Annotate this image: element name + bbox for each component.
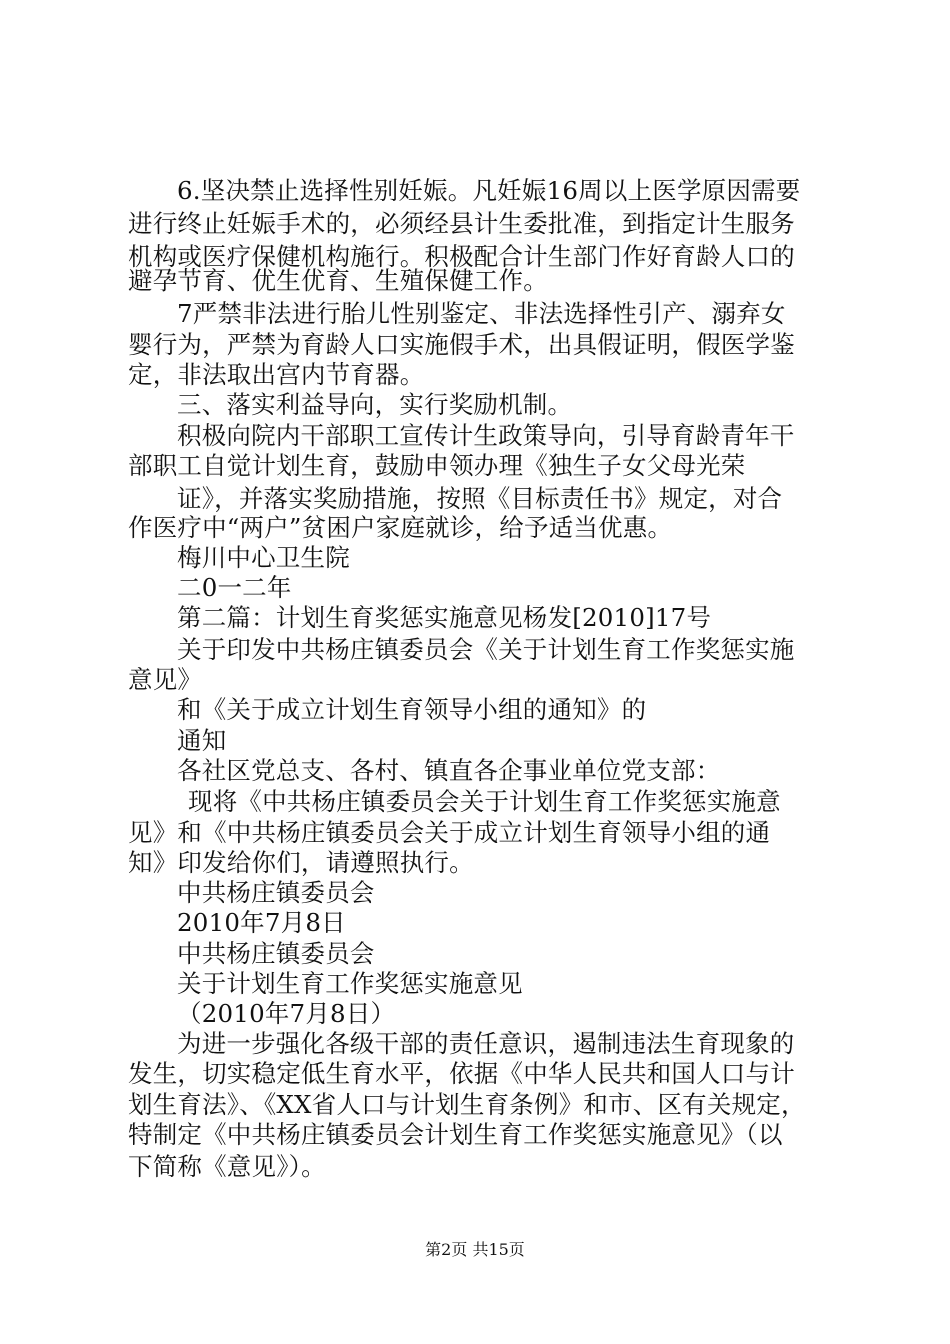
line-text: 进行终止妊娠手术的，必须经县计生委批准，到指定计生服务 [128,209,795,238]
line-text: 避孕节育、优生优育、生殖保健工作。 [128,266,548,295]
text-line [0,1150,950,1184]
text-line [0,785,950,819]
line-text: 积极向院内干部职工宣传计生政策导向，引导育龄青年干 [177,421,795,450]
text-line [0,846,950,880]
line-text: 三、落实利益导向，实行奖励机制。 [177,390,573,419]
text-line [0,388,950,422]
line-text: 见》和《中共杨庄镇委员会关于成立计划生育领导小组的通 [128,818,771,847]
text-line [0,633,950,667]
text-line [0,511,950,545]
line-text: 婴行为，严禁为育龄人口实施假手术，出具假证明，假医学鉴 [128,330,795,359]
line-text: 各社区党总支、各村、镇直各企事业单位党支部： [177,756,721,785]
text-line [0,816,950,850]
text-line [0,328,950,362]
text-line [0,1027,950,1061]
line-text: 梅川中心卫生院 [177,543,350,572]
line-text: 中共杨庄镇委员会 [177,939,375,968]
text-line [0,207,950,241]
line-text: 下简称《意见》）。 [128,1152,326,1181]
text-line [0,1088,950,1122]
line-text: 作医疗中“两户”贫困户家庭就诊，给予适当优惠。 [128,513,673,542]
text-line [0,1057,950,1091]
line-text: 现将《中共杨庄镇委员会关于计划生育工作奖惩实施意 [188,787,781,816]
text-line [0,1118,950,1152]
line-text: 关于计划生育工作奖惩实施意见 [177,969,523,998]
text-line [0,541,950,575]
text-line [0,906,950,940]
line-text: 关于印发中共杨庄镇委员会《关于计划生育工作奖惩实施 [177,635,795,664]
page-footer: 第2页 共15页 [425,1240,525,1259]
line-text: 发生，切实稳定低生育水平，依据《中华人民共和国人口与计 [128,1059,795,1088]
line-text: 机构或医疗保健机构施行。积极配合计生部门作好育龄人口的 [128,242,795,271]
line-text: 划生育法》、《XX省人口与计划生育条例》和市、区有关规定， [128,1090,806,1119]
line-text: 定，非法取出宫内节育器。 [128,360,425,389]
text-line [0,937,950,971]
text-line [0,693,950,727]
text-line [0,571,950,605]
line-text: 知》印发给你们，请遵照执行。 [128,848,474,877]
line-text: 特制定《中共杨庄镇委员会计划生育工作奖惩实施意见》（以 [128,1120,783,1149]
text-line [0,724,950,758]
text-line [0,419,950,453]
text-line [0,601,950,635]
line-text: 为进一步强化各级干部的责任意识，遏制违法生育现象的 [177,1029,795,1058]
line-text: （2010年7月8日） [177,999,396,1028]
text-line [0,876,950,910]
line-text: 第二篇：计划生育奖惩实施意见杨发[2010]17号 [177,603,712,632]
text-line [0,264,950,298]
text-line [0,663,950,697]
line-text: 二0一二年 [177,573,292,602]
text-line [0,449,950,483]
line-text: 通知 [177,726,227,755]
text-line [0,754,950,788]
line-text: 证》，并落实奖励措施，按照《目标责任书》规定，对合 [177,484,783,513]
line-text: 7严禁非法进行胎儿性别鉴定、非法选择性引产、溺弃女 [177,299,786,328]
line-text: 中共杨庄镇委员会 [177,878,375,907]
line-text: 意见》 [128,665,203,694]
text-line [0,174,950,208]
text-line [0,297,950,331]
text-line [0,967,950,1001]
text-line [0,358,950,392]
line-text: 6.坚决禁止选择性别妊娠。凡妊娠16周以上医学原因需要 [177,176,801,205]
line-text: 部职工自觉计划生育，鼓励申领办理《独生子女父母光荣 [128,451,746,480]
text-line [0,997,950,1031]
line-text: 2010年7月8日 [177,908,346,937]
line-text: 和《关于成立计划生育领导小组的通知》的 [177,695,647,724]
